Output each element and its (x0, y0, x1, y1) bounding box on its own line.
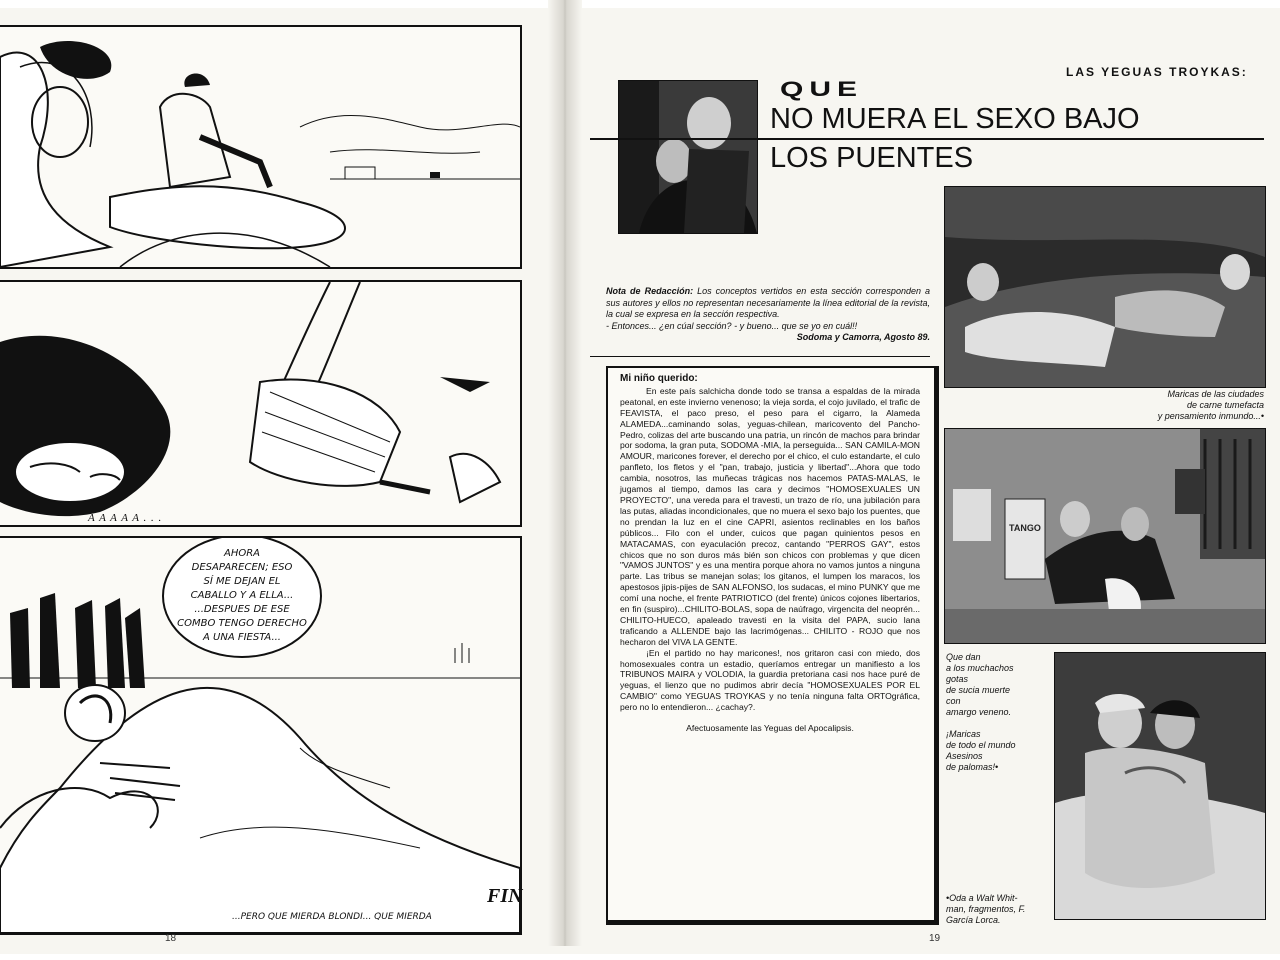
photo-hammock-art (945, 187, 1265, 387)
speech-bubble (162, 536, 322, 658)
bubble-line: COMBO TENGO DERECHO (177, 618, 307, 629)
caption-line: de todo el mundo (946, 740, 1016, 750)
note-aside: - Entonces... ¿en cúal sección? - y bueno... que se yo en cuál!! (606, 320, 858, 331)
comic-art-top (0, 27, 520, 267)
comic-signature: FIN (487, 885, 523, 907)
letter-closing: Afectuosamente las Yeguas del Apocalipsis. (686, 723, 854, 734)
note-label: Nota de Redacción: (606, 286, 694, 296)
note-rule (590, 356, 930, 357)
caption-line: •Oda a Walt Whit- (946, 893, 1018, 903)
caption-line: a los muchachos (946, 663, 1014, 673)
note-signature: Sodoma y Camorra, Agosto 89. (796, 332, 930, 343)
caption-line: ¡Maricas (946, 729, 981, 739)
note-text: Los conceptos vertidos en esta sección corresponden a sus autores y ellos no representan necesariamente la línea editorial de la revista, la cual se expresa en la sección respectiva. (606, 286, 931, 320)
photo-hammock (944, 186, 1266, 388)
caption-line (946, 718, 1046, 729)
caption-line: de carne tumefacta (1186, 400, 1264, 410)
caption-1 (1080, 389, 1264, 422)
poster-text: TANGO (1009, 523, 1041, 533)
headline-line-2: NO MUERA EL SEXO BAJO (770, 103, 1140, 135)
caption-line: de sucia muerte (946, 685, 1011, 695)
bubble-line: CABALLO Y A ELLA... (190, 590, 294, 601)
caption-line: Maricas de las ciudades (1167, 389, 1264, 399)
comic-panel-top (0, 25, 522, 269)
editorial-note (606, 286, 930, 344)
comic-panel-bottom (0, 536, 522, 935)
scream-sfx: A A A A A . . . (88, 512, 163, 524)
photo-portrait-art (619, 81, 757, 233)
caption-line: con (946, 696, 961, 706)
headline-line-3: LOS PUENTES (770, 142, 974, 174)
book-gutter (548, 0, 582, 946)
comic-panel-middle (0, 280, 522, 527)
caption-line: Que dan (946, 652, 981, 662)
caption-line: y pensamiento inmundo...• (1157, 411, 1264, 421)
bubble-line: ...DESPUES DE ESE (194, 604, 290, 615)
letter-body (620, 374, 920, 734)
caption-line: amargo veneno. (946, 707, 1012, 717)
caption-2 (946, 652, 1046, 773)
bubble-line: SÍ ME DEJAN EL (203, 576, 281, 587)
bubble-line: DESAPARECEN; ESO (191, 562, 293, 573)
photo-room-art (945, 429, 1265, 643)
bubble-line: A UNA FIESTA... (203, 632, 281, 643)
section-tag: LAS YEGUAS TROYKAS: (1066, 65, 1248, 79)
letter-paragraph-2: ¡En el partido no hay maricones!, nos gritaron casi con miedo, dos homosexuales contra un estadio, queríamos entregar un manifiesto a los TRIBUNOS MAIRA y VOLODIA, la guardia pretoriana casi nos hace puré de yeguas, el lienzo que no pudimos abrir decía "HOMOSEXUALES POR EL CAMBIO" como YEGUAS TROYKAS y no tenía ninguna falta ORTOgráfica, pero no lo entendieron... ¿cachay?. (620, 647, 920, 713)
caption-line: gotas (946, 674, 969, 684)
page-number-left: 18 (165, 933, 177, 944)
headline-rule (590, 138, 1264, 140)
caption-line: Asesinos (946, 751, 983, 761)
caption-line: García Lorca. (946, 915, 1001, 925)
comic-art-middle (0, 282, 520, 525)
photo-bed (1054, 652, 1266, 920)
letter-greeting: Mi niño querido: (620, 373, 698, 384)
comic-final-text: ...PERO QUE MIERDA BLONDI... QUE MIERDA (232, 912, 432, 922)
photo-bed-art (1055, 653, 1265, 919)
headline-line-1: QUE (780, 78, 864, 102)
letter-paragraph-1: En este país salchicha donde todo se transa a espaldas de la mirada peatonal, en este invierno venenoso; la vieja sorda, el cojo juvilado, el trafic de FEAVISTA, el paco preso, el peso para el cigarro, la Alameda ALAMEDA...caminando solas, yeguas-chilean, maricovento del Pancho-Pedro, colizas del arte buscando una patria, un rincón de machos para brindar por sodoma, la gran puta, SODOMA -MIA, la perseguida... SAN CAMILA-MON AMOUR, maricones forever, el derecho por el chico, el culo estandarte, el culo panfleto, los fletos y el "pan, trabajo, justicia y libertad"...Ahora que todo cambia, nosotros, las muñecas trágicas nos hacemos PATAS-MALAS, le jugamos al tiempo, damos las cara y decimos "HOMOSEXUALES UN PROYECTO", una vereda para el travesti, un trazo de río, una jubilación para las putas, aliadas incondicionales, que no muera el sexo bajo los puentes, que no prendan la luz en el cine CAPRI, asientos reclinables en los baños públicos... Filo con el under, cuicos que pagan quinientos pesos en MATACAMAS, con eyaculación precoz, cantando "PERROS GAY", estos chicos que no son duros más bién son chicos con problemas y que dicen "VAMOS JUNTOS" y es una mentira porque ahora no vamos juntos a ninguna parte. Las tribus se manejan solas; los gitanos, el lumpen los maracos, los apestosos jipis-pijes de SAN ALFONSO, los sudacas, el mino PUNKY que me comí una noche, el frente PATRIOTICO (del frente) únicos cojones libertarios, en fin (suspiro)...CHILITO-BOLAS, sopa de naúfrago, virgencita del neoprén... CHILITO-HUECO, apaleado travesti en la visita del PAPA, sucio lana traficando a ALLENDE bajo las lacrimógenas... CHILITO - ROJO que nos hecharon del VIVA LA GENTE. (620, 385, 920, 647)
photo-portrait (618, 80, 758, 234)
caption-3 (946, 893, 1046, 926)
caption-line: man, fragmentos, F. (946, 904, 1026, 914)
photo-room (944, 428, 1266, 644)
page-number-right: 19 (929, 933, 941, 944)
bubble-line: AHORA (223, 548, 261, 559)
caption-line: de palomas!• (946, 762, 999, 772)
